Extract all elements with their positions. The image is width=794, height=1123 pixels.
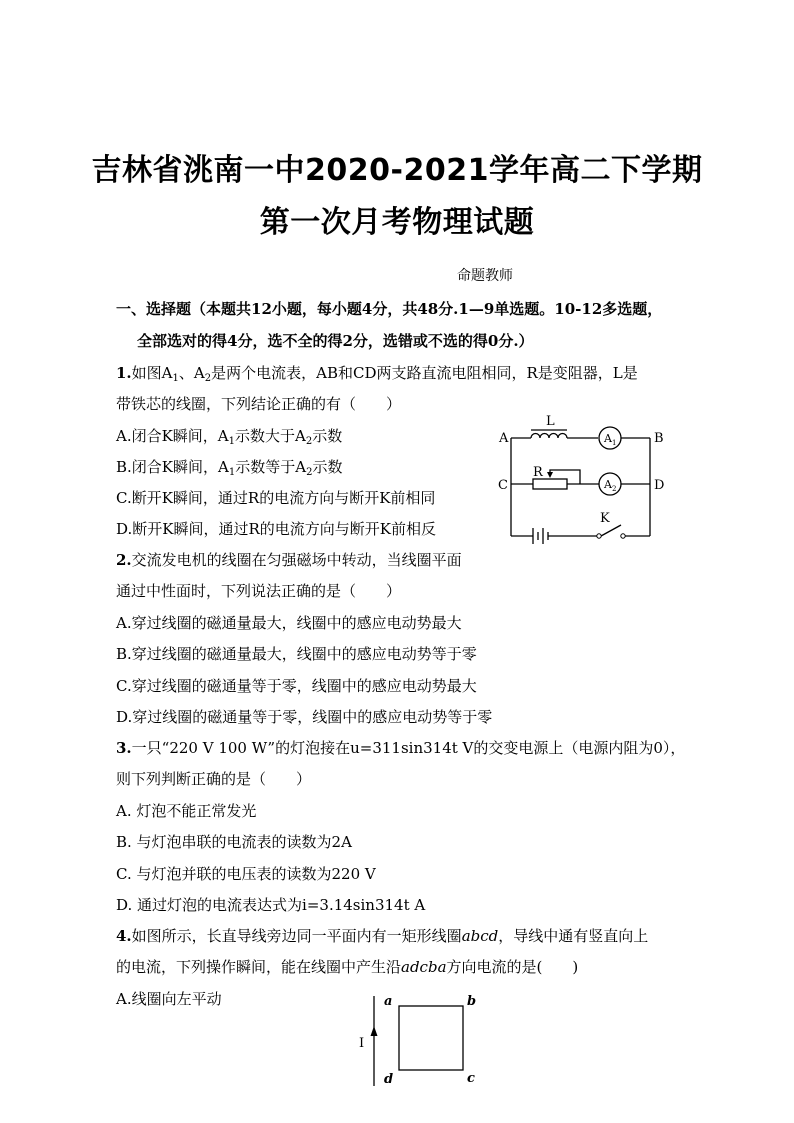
q3-option-c: C. 与灯泡并联的电压表的读数为220 V [116, 865, 376, 883]
section-heading-line2: 全部选对的得4分，选不全的得2分，选错或不选的得0分.） [137, 332, 534, 350]
q4-option-a: A.线圈向左平动 [116, 990, 222, 1008]
label-l: L [546, 414, 555, 429]
label-a2: A [604, 478, 612, 491]
q1-option-b: B.闭合K瞬间，$A_1$示数等于$A_2$示数 [116, 458, 343, 478]
q3-number: 3. [116, 739, 132, 757]
section-heading-line1: 一、选择题（本题共12小题，每小题4分，共48分.1—9单选题。10-12多选题， [116, 300, 663, 318]
label-loop-b: b [467, 994, 477, 1009]
q4-stem-line2: 的电流，下列操作瞬间，能在线圈中产生沿adcba方向电流的是( ) [116, 958, 579, 976]
exam-title-line1: 吉林省洮南一中2020-2021学年高二下学期 [91, 153, 703, 188]
q2-option-a: A.穿过线圈的磁通量最大，线圈中的感应电动势最大 [116, 614, 462, 632]
q4-number: 4. [116, 927, 132, 945]
inductor-coil [531, 434, 567, 439]
q2-option-c: C.穿过线圈的磁通量等于零，线圈中的感应电动势最大 [116, 677, 477, 695]
q3-option-a: A. 灯泡不能正常发光 [116, 802, 257, 820]
label-loop-a: a [384, 994, 393, 1009]
q1-number: 1. [116, 364, 132, 382]
q1-stem-line1: 1.如图$A_1$、$A_2$是两个电流表，AB和CD两支路直流电阻相同，R是变阻器，L是 [116, 364, 638, 384]
author-label: 命题教师 [457, 268, 513, 284]
label-k: K [600, 511, 610, 526]
q2-stem-line1: 2.交流发电机的线圈在匀强磁场中转动，当线圈平面 [116, 551, 462, 569]
circuit-diagram [495, 412, 685, 547]
current-arrow [371, 1026, 378, 1036]
label-a1: A [604, 432, 612, 445]
q1-option-d: D.断开K瞬间，通过R的电流方向与断开K前相反 [116, 520, 436, 538]
q2-option-b: B.穿过线圈的磁通量最大，线圈中的感应电动势等于零 [116, 645, 477, 663]
label-a: A [499, 431, 509, 446]
label-loop-c: c [467, 1071, 475, 1086]
switch-k [601, 525, 621, 536]
q1-option-a: A.闭合K瞬间，$A_1$示数大于$A_2$示数 [116, 427, 343, 447]
label-b: B [654, 431, 664, 446]
rectangular-loop [399, 1006, 463, 1070]
label-a1-sub: 1 [612, 439, 617, 447]
q3-option-b: B. 与灯泡串联的电流表的读数为2A [116, 833, 352, 851]
q3-stem-line1: 3.一只“220 V 100 W”的灯泡接在u=311sin314t V的交变电源上（电源内阻为0）， [116, 739, 686, 757]
q4-stem-line1: 4.如图所示，长直导线旁边同一平面内有一矩形线圈abcd，导线中通有竖直向上 [116, 927, 649, 945]
label-loop-d: d [384, 1072, 394, 1087]
slider-arrow [547, 472, 553, 478]
label-a2-sub: 2 [612, 485, 617, 493]
q2-option-d: D.穿过线圈的磁通量等于零，线圈中的感应电动势等于零 [116, 708, 493, 726]
label-d: D [654, 478, 665, 493]
exam-title-line2: 第一次月考物理试题 [259, 205, 535, 240]
q3-stem-line2: 则下列判断正确的是（ ） [116, 770, 312, 788]
q1-option-c: C.断开K瞬间，通过R的电流方向与断开K前相同 [116, 489, 436, 507]
q1-stem-line2: 带铁芯的线圈，下列结论正确的有（ ） [116, 395, 402, 413]
q3-option-d: D. 通过灯泡的电流表达式为i=3.14sin314t A [116, 896, 426, 914]
label-current-i: I [359, 1036, 365, 1051]
q2-number: 2. [116, 551, 132, 569]
wire-loop-diagram [352, 992, 487, 1090]
label-r: R [533, 465, 543, 480]
rheostat-r [533, 479, 567, 489]
label-c: C [498, 478, 508, 493]
q2-stem-line2: 通过中性面时，下列说法正确的是（ ） [116, 582, 402, 600]
